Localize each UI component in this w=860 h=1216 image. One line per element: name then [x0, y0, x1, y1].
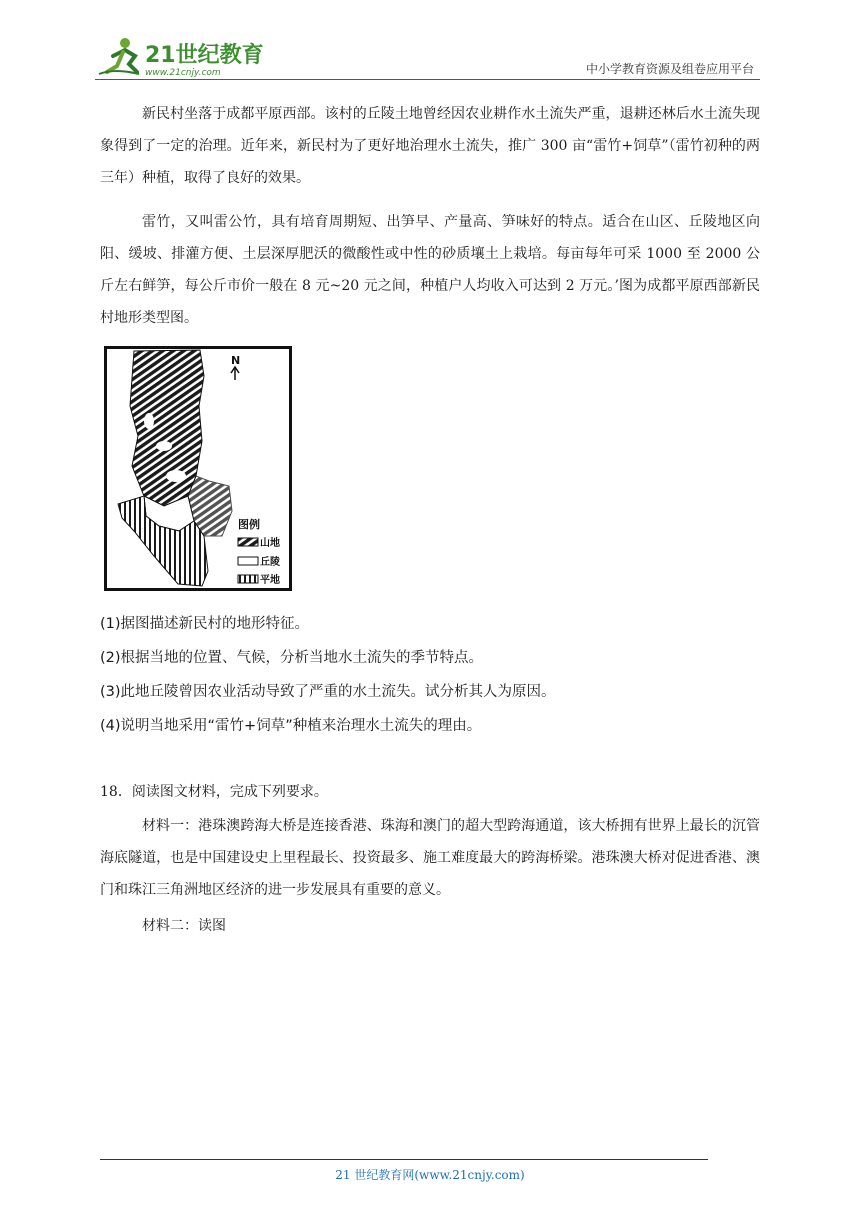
svg-text:21世纪教育: 21世纪教育	[145, 43, 264, 68]
footer-link[interactable]: 21 世纪教育网(www.21cnjy.com)	[335, 1168, 525, 1182]
svg-text:www.21cnjy.com: www.21cnjy.com	[145, 68, 221, 78]
passage-paragraph-2: 雷竹，又叫雷公竹，具有培育周期短、出笋早、产量高、笋味好的特点。适合在山区、丘陵地区向阳、缓坡、排灌方便、土层深厚肥沃的微酸性或中性的砂质壤土上栽培。每亩每年可采 1000 至 2000 公斤左右鲜笋，每公斤市价一般在 8 元~20 元之间，种植户人均收入可达到 2 万元。’图为成都平原西部新民村地形类型图。	[100, 214, 760, 326]
footer-divider	[100, 1159, 708, 1160]
site-logo	[95, 34, 265, 78]
question-4: (4)说明当地采用“雷竹+饲草”种植来治理水土流失的理由。	[100, 718, 482, 734]
platform-tagline: 中小学教育资源及组卷应用平台	[585, 62, 754, 76]
legend-swatch-hill	[238, 557, 258, 565]
q18-material-2: 材料二：读图	[142, 918, 226, 934]
legend-label-mountain: 山地	[260, 538, 280, 549]
question-3: (3)此地丘陵曾因农业活动导致了严重的水土流失。试分析其人为原因。	[100, 684, 556, 700]
north-label: N	[231, 354, 241, 367]
page-header	[95, 30, 760, 80]
header-divider	[95, 79, 760, 80]
terrain-map	[104, 346, 292, 591]
legend-title: 图例	[238, 518, 260, 531]
question-1: (1)据图描述新民村的地形特征。	[100, 616, 310, 632]
runner-icon	[99, 38, 139, 74]
q18-material-1: 材料一：港珠澳跨海大桥是连接香港、珠海和澳门的超大型跨海通道，该大桥拥有世界上最长的沉管海底隧道，也是中国建设史上里程最长、投资最多、施工难度最大的跨海桥梁。港珠澳大桥对促进香港、澳门和珠江三角洲地区经济的进一步发展具有重要的意义。	[100, 818, 760, 898]
legend-swatch-plain	[238, 575, 258, 583]
question-2: (2)根据当地的位置、气候，分析当地水土流失的季节特点。	[100, 650, 484, 666]
passage-paragraph-1: 新民村坐落于成都平原西部。该村的丘陵土地曾经因农业耕作水土流失严重，退耕还林后水土流失现象得到了一定的治理。近年来，新民村为了更好地治理水土流失，推广 300 亩“雷竹+饲草”（雷竹初种的两三年）种植，取得了良好的效果。	[100, 106, 760, 186]
legend-label-plain: 平地	[260, 575, 280, 586]
legend-swatch-mountain	[238, 538, 258, 546]
q18-title: 18．阅读图文材料，完成下列要求。	[100, 784, 328, 800]
legend-label-hill: 丘陵	[260, 557, 280, 568]
